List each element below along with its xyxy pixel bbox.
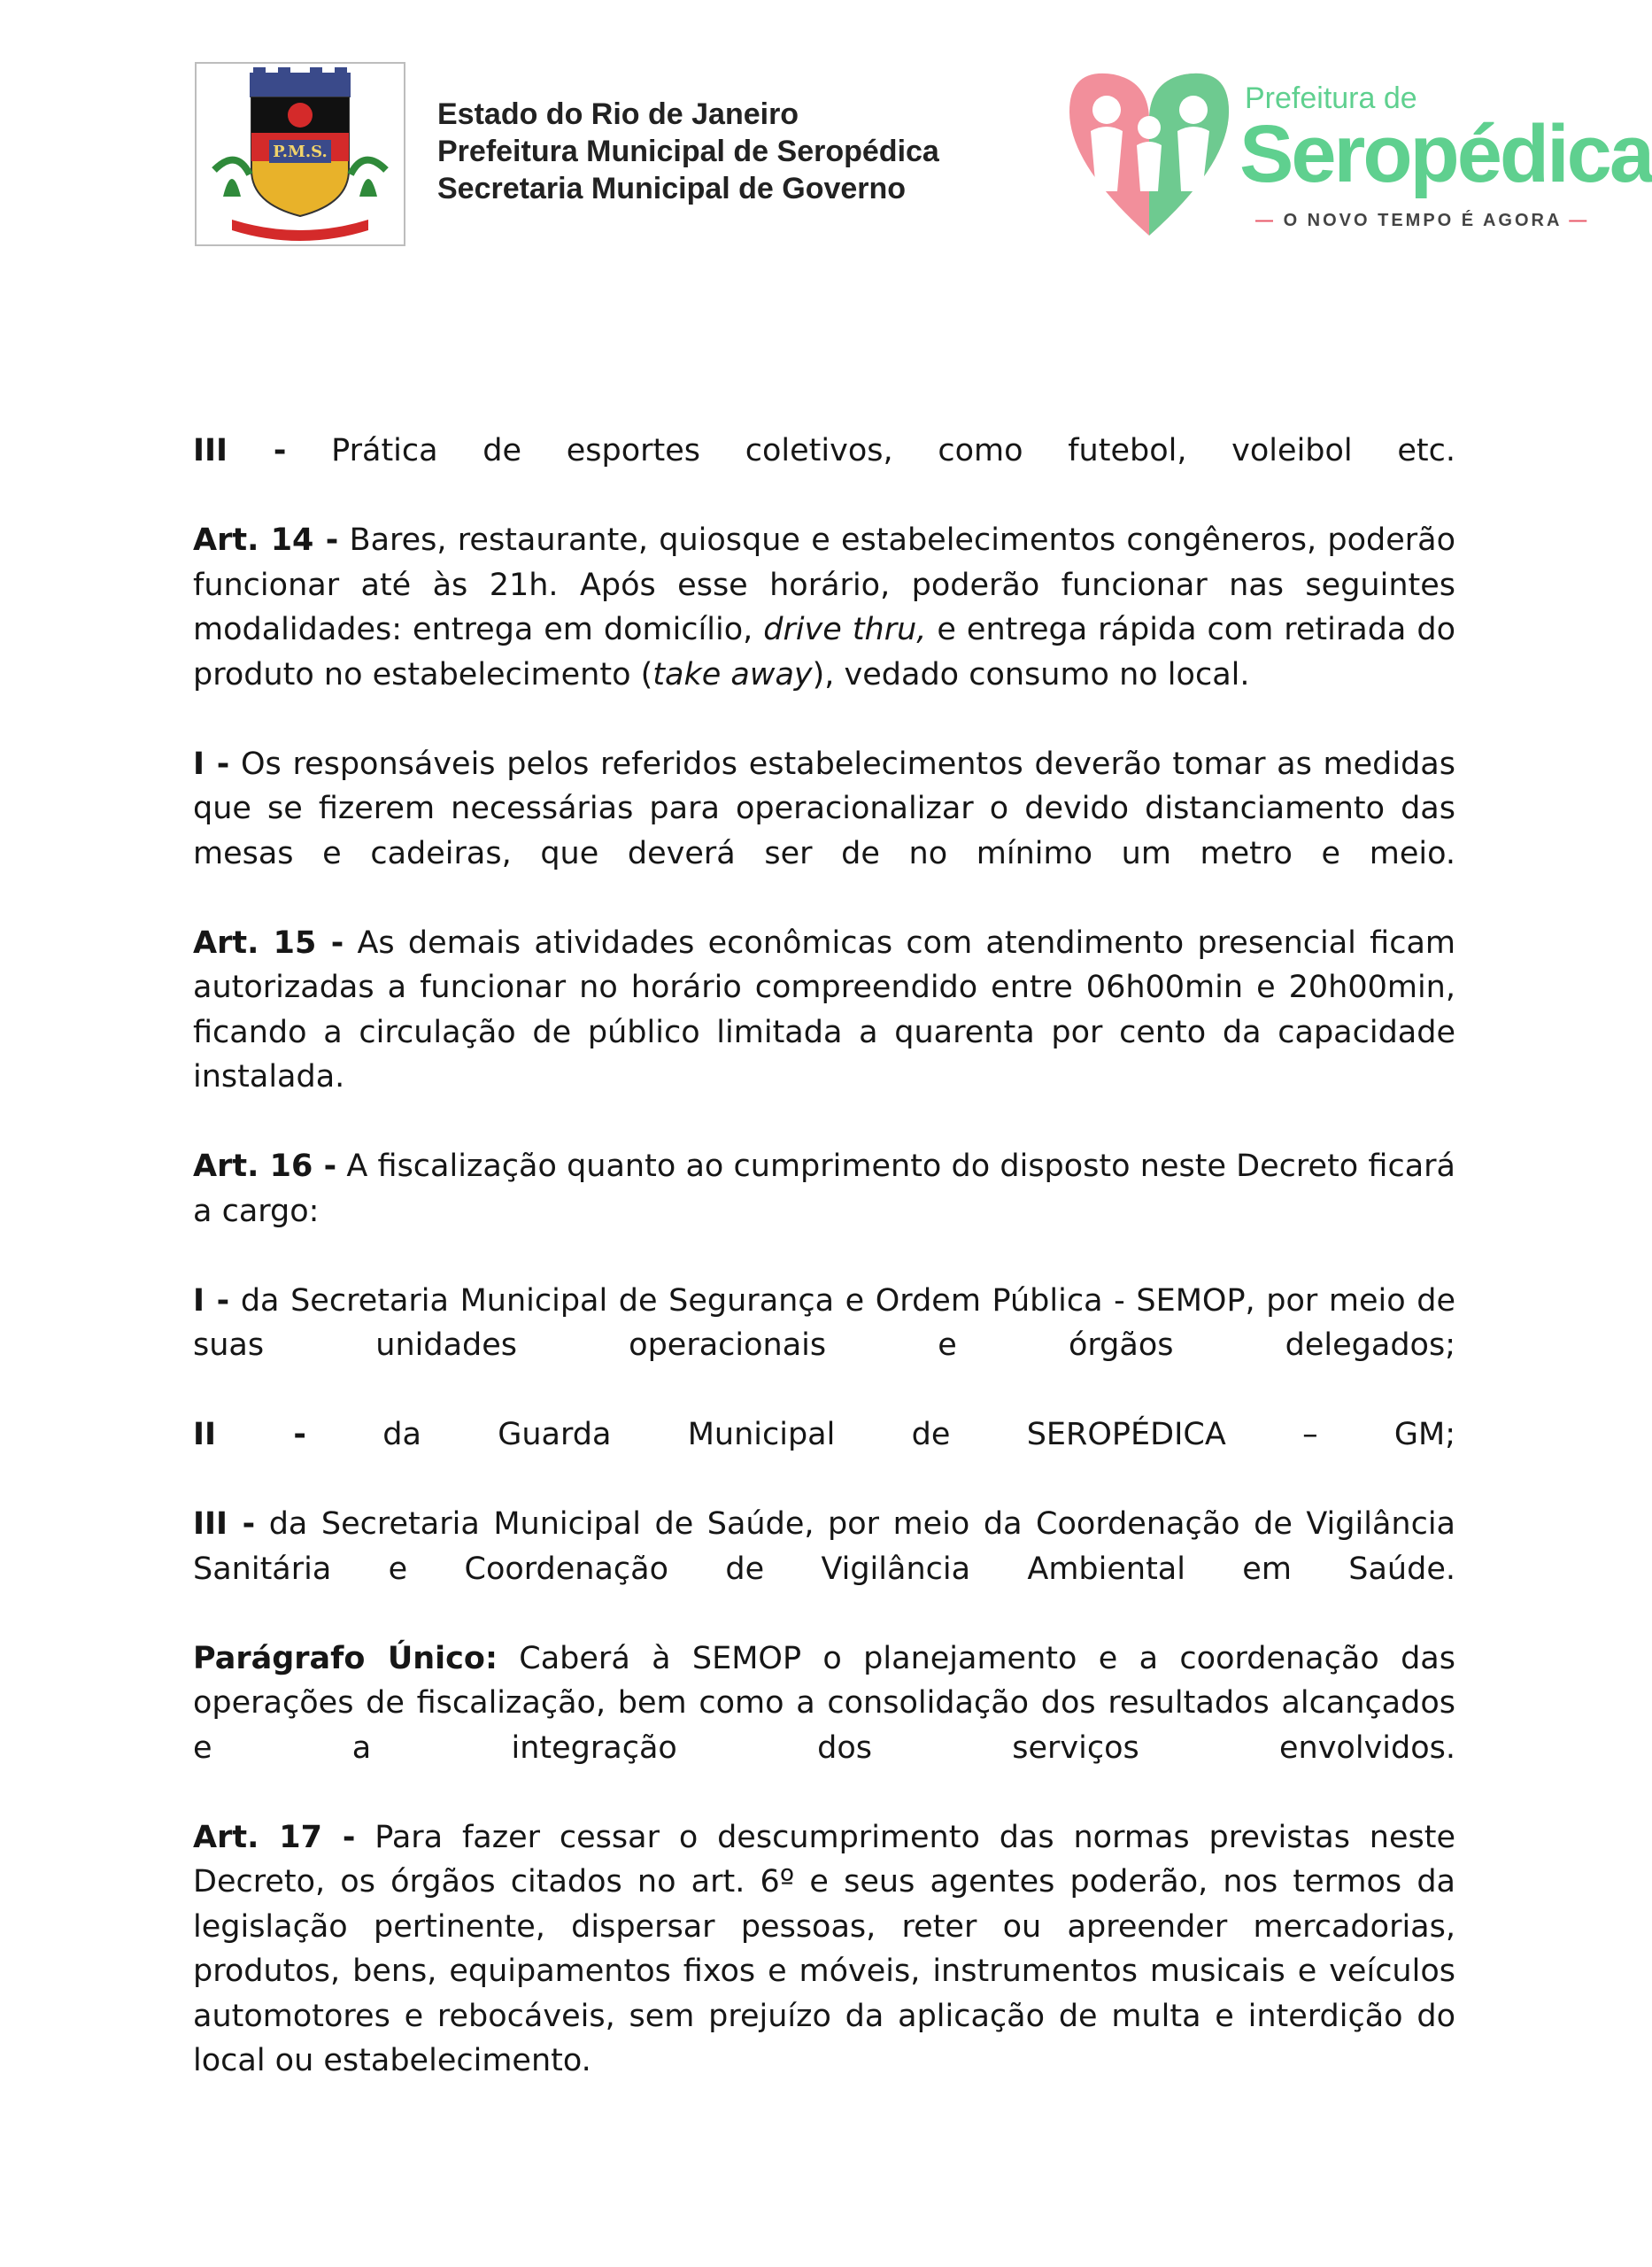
article-label: Art. 17 - [193,1819,356,1855]
article-text: e entrega rápida com retirada do produto no estabelecimento ( [193,612,1455,692]
letterhead [0,0,1652,266]
item-label: III - [193,1506,256,1542]
brand-name: Seropédica [1239,109,1652,199]
article-16-item-iii [193,1502,1455,1591]
item-iii-sports [193,429,1455,474]
item-label: III - [193,433,287,468]
article-text: As demais atividades econômicas com atendimento presencial ficam autorizadas a funcionar no horário compreendido entre 06h00min e 20h00min, ficando a circulação de público limitada a quarenta por cento da capacidade instalada. [193,925,1455,1095]
item-label: I - [193,1282,230,1319]
dash-decoration: — [1569,211,1590,230]
decree-body [193,429,1455,2128]
svg-text:P.M.S.: P.M.S. [273,143,328,161]
prefeitura-brand-logo [1052,58,1652,250]
article-text: Bares, restaurante, quiosque e estabelecimentos congêneros, poderão funcionar até às 21h. Após esse horário, poderão funcionar nas seguintes modalidades: entrega em domicílio, [193,522,1455,647]
article-label: Art. 14 - [193,522,339,558]
item-label: I - [193,746,230,782]
article-text-italic: drive thru, [763,612,927,647]
item-text: Os responsáveis pelos referidos estabelecimentos deverão tomar as medidas que se fizerem necessárias para operacionalizar o devido distanciamento das mesas e cadeiras, que deverá ser de no mínimo um metro e meio. [193,746,1455,871]
article-text: A fiscalização quanto ao cumprimento do disposto neste Decreto ficará a cargo: [193,1149,1455,1229]
article-16-item-ii [193,1412,1455,1458]
coat-of-arms-logo [195,62,405,246]
header-line-state: Estado do Rio de Janeiro [437,97,799,131]
article-text: ), vedado consumo no local. [812,656,1250,692]
article-text: Para fazer cessar o descumprimento das normas previstas neste Decreto, os órgãos citados no art. 6º e seus agentes poderão, nos termos da legislação pertinente, dispersar pessoas, reter ou apreender mercadorias, produtos, bens, equipamentos fixos e móveis, instrumentos musicais e veículos automotores e rebocáveis, sem prejuízo da aplicação de multa e interdição do local ou estabelecimento. [193,1819,1455,2078]
article-text-italic: take away [652,656,813,692]
header-line-prefecture: Prefeitura Municipal de Seropédica [437,135,939,168]
brand-tagline: O NOVO TEMPO É AGORA [1283,211,1562,230]
article-14 [193,518,1455,697]
article-14-item-i [193,742,1455,877]
article-label: Art. 16 - [193,1149,337,1184]
header-line-secretariat: Secretaria Municipal de Governo [437,172,907,205]
item-text: Prática de esportes coletivos, como futebol, voleibol etc. [331,433,1455,468]
item-label: II - [193,1417,306,1452]
item-text: da Secretaria Municipal de Segurança e Ordem Pública - SEMOP, por meio de suas unidades operacionais e órgãos delegados; [193,1282,1456,1363]
paragrafo-unico [193,1636,1455,1771]
article-label: Art. 15 - [193,925,344,961]
article-15 [193,921,1455,1100]
article-17 [193,1815,1455,2084]
item-text: da Secretaria Municipal de Saúde, por meio da Coordenação de Vigilância Sanitária e Coordenação de Vigilância Ambiental em Saúde. [193,1506,1455,1587]
article-16 [193,1144,1455,1234]
paragraph-label: Parágrafo Único: [193,1640,498,1676]
brand-tagline-row [1255,211,1589,231]
paragraph-text: Caberá à SEMOP o planejamento e a coordenação das operações de fiscalização, bem como a consolidação dos resultados alcançados e a integração dos serviços envolvidos. [193,1640,1455,1766]
item-text: da Guarda Municipal de SEROPÉDICA – GM; [382,1417,1455,1452]
article-16-item-i [193,1279,1455,1368]
dash-decoration: — [1255,211,1276,230]
letterhead-text [437,96,939,207]
brand-subtitle: Prefeitura de [1245,81,1417,115]
hearts-people-icon [1052,58,1247,244]
